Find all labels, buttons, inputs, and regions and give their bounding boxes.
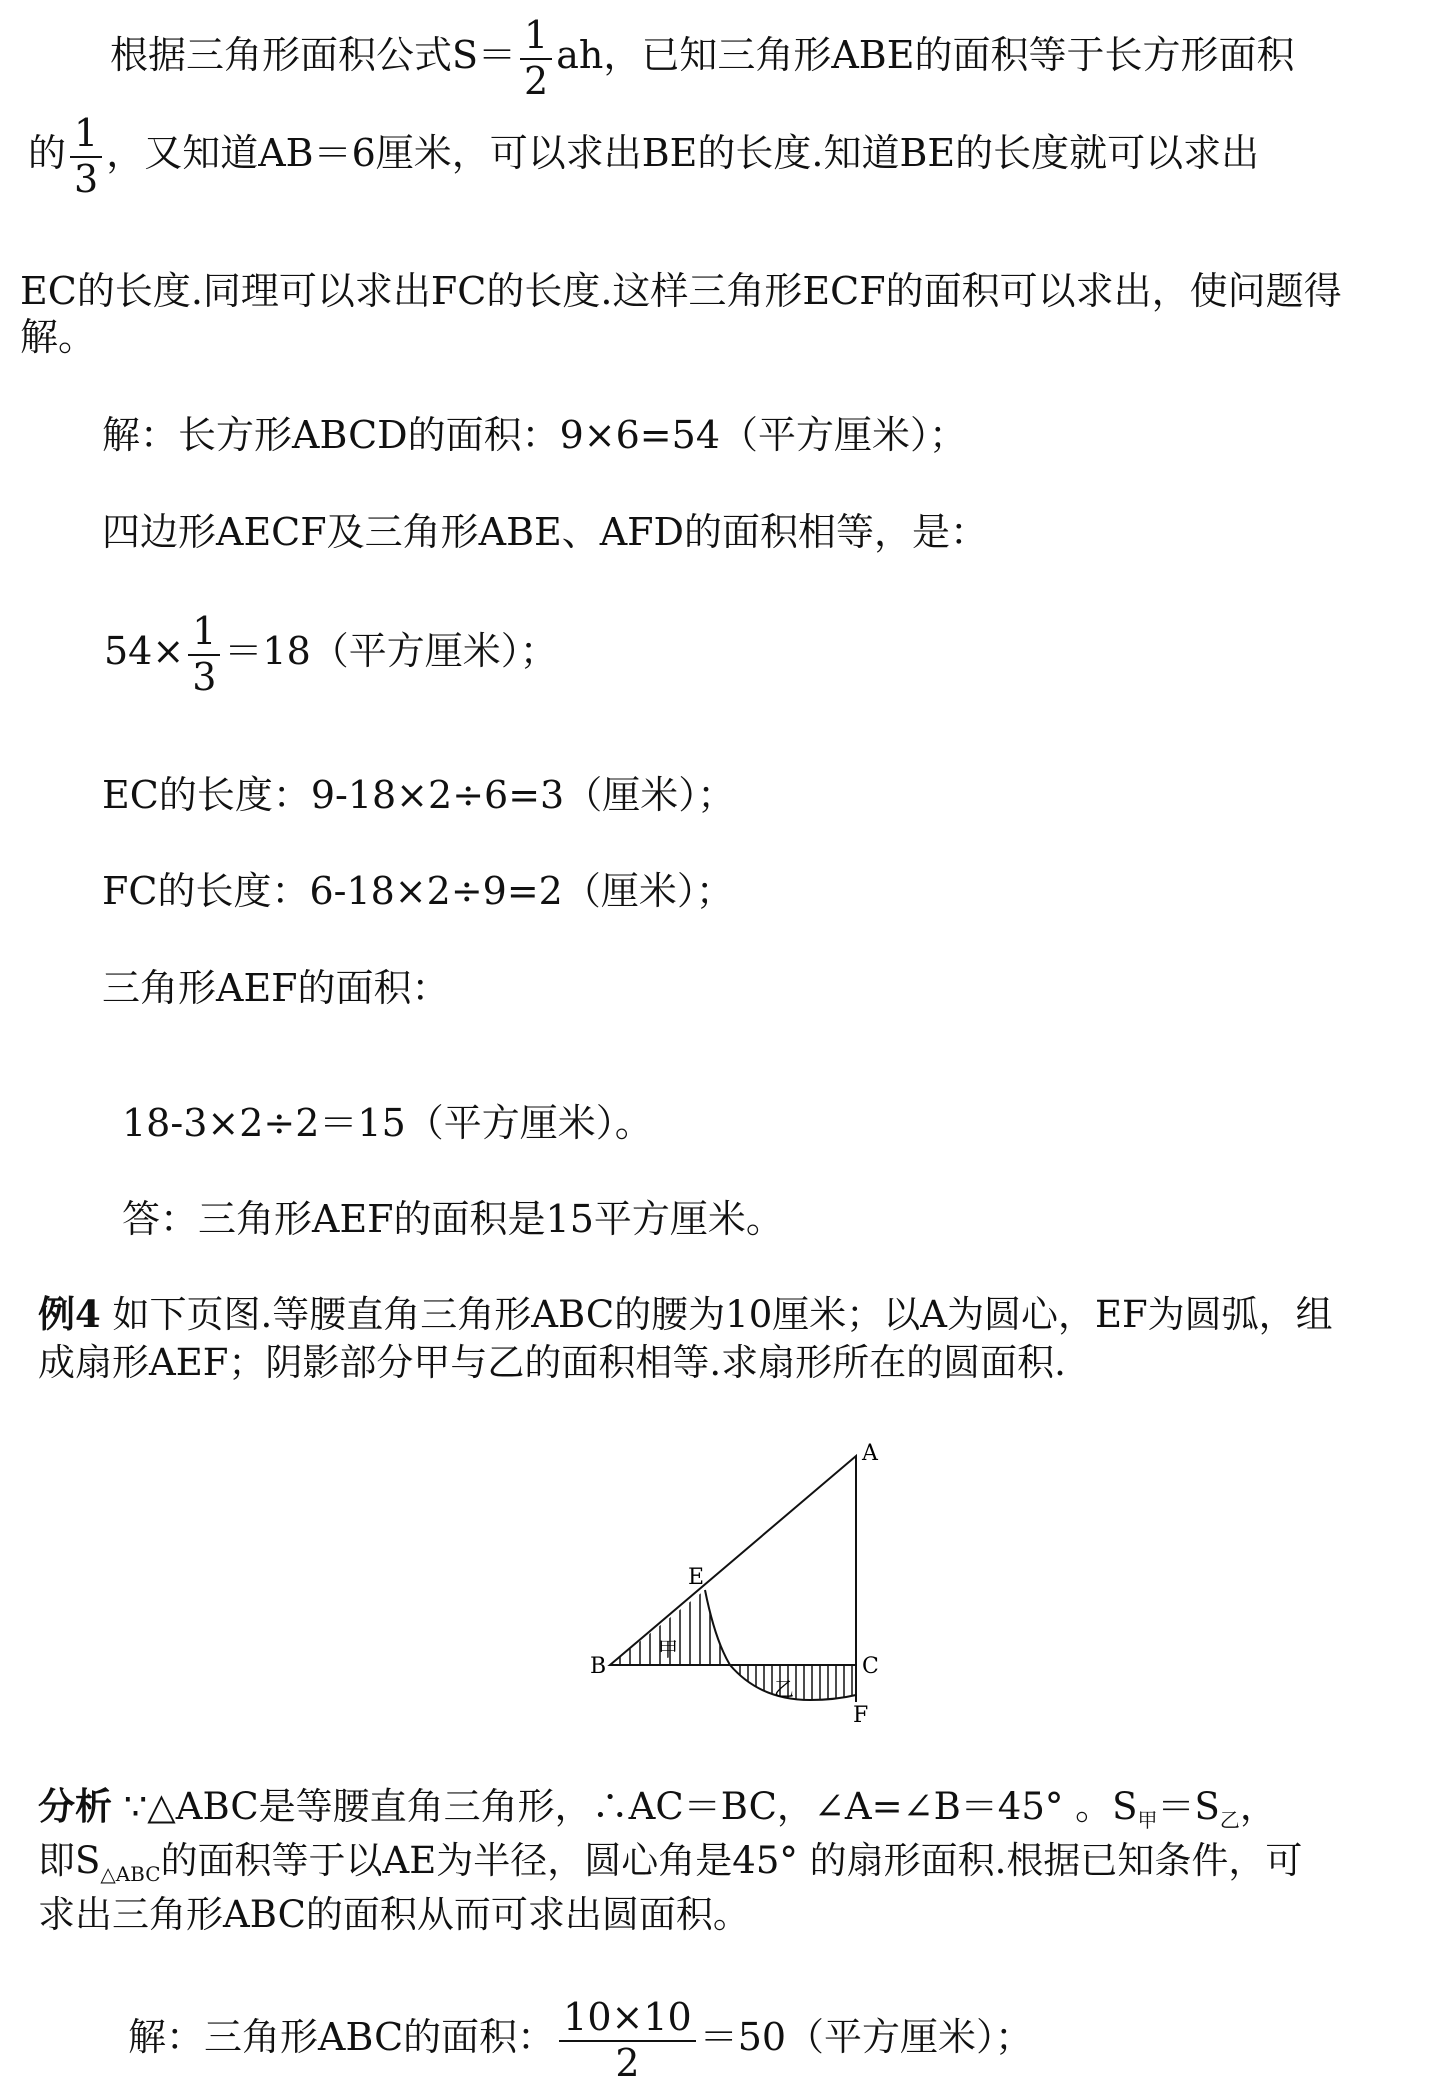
text-segment: 即S bbox=[38, 1839, 101, 1882]
example-label: 例4 bbox=[38, 1292, 101, 1336]
analysis-line bbox=[38, 1784, 1277, 1832]
fraction-denominator: 3 bbox=[188, 654, 220, 700]
fraction bbox=[70, 112, 102, 201]
fraction-numerator: 10×10 bbox=[563, 1995, 692, 2039]
text-line bbox=[110, 14, 1294, 103]
solution-line bbox=[104, 610, 558, 699]
text-segment: ，又知道AB＝6厘米，可以求出BE的长度.知道BE的长度就可以求出 bbox=[106, 131, 1260, 176]
text-segment: 解：三角形ABC的面积： bbox=[128, 2015, 556, 2060]
fraction-denominator: 2 bbox=[559, 2040, 696, 2086]
solution-line: 四边形AECF及三角形ABE、AFD的面积相等，是： bbox=[102, 510, 989, 554]
text-segment: ah，已知三角形ABE的面积等于长方形面积 bbox=[556, 33, 1295, 78]
subscript: 乙 bbox=[1219, 1808, 1240, 1832]
analysis-label: 分析 bbox=[38, 1784, 112, 1828]
analysis-line bbox=[38, 1839, 1303, 1886]
text-segment: ， bbox=[1239, 1785, 1277, 1828]
solution-line: 三角形AEF的面积： bbox=[102, 966, 450, 1010]
answer-line: 答：三角形AEF的面积是15平方厘米。 bbox=[122, 1197, 784, 1241]
text-segment: ＝50（平方厘米）； bbox=[699, 2015, 1034, 2060]
text-segment: ＝S bbox=[1157, 1785, 1220, 1828]
label-c: C bbox=[862, 1654, 879, 1679]
text-segment: 如下页图.等腰直角三角形ABC的腰为10厘米；以A为圆心，EF为圆弧，组 bbox=[100, 1293, 1333, 1336]
label-a: A bbox=[862, 1441, 878, 1466]
text-segment: 的面积等于以AE为半径，圆心角是45° 的扇形面积.根据已知条件，可 bbox=[160, 1839, 1303, 1882]
text-line bbox=[28, 112, 1259, 201]
triangle-abc bbox=[610, 1456, 856, 1665]
text-segment: ＝18（平方厘米）； bbox=[224, 629, 558, 674]
text-segment: 的 bbox=[28, 131, 67, 176]
example-line: 成扇形AEF；阴影部分甲与乙的面积相等.求扇形所在的圆面积. bbox=[38, 1341, 1066, 1384]
solution-line bbox=[128, 1996, 1033, 2085]
label-f: F bbox=[853, 1703, 869, 1728]
text-line: 解。 bbox=[20, 315, 97, 359]
solution-line: 解：长方形ABCD的面积：9×6=54（平方厘米）； bbox=[102, 413, 968, 457]
triangle-figure bbox=[590, 1430, 910, 1730]
label-jia: 甲 bbox=[658, 1637, 678, 1661]
label-b: B bbox=[590, 1654, 607, 1679]
label-e: E bbox=[688, 1565, 705, 1590]
fraction-numerator: 1 bbox=[524, 13, 549, 57]
text-segment: 根据三角形面积公式S＝ bbox=[110, 33, 517, 78]
example-line bbox=[38, 1292, 1333, 1336]
fraction-numerator: 1 bbox=[74, 111, 99, 155]
text-line: EC的长度.同理可以求出FC的长度.这样三角形ECF的面积可以求出，使问题得 bbox=[20, 269, 1342, 313]
text-segment: ∵△ABC是等腰直角三角形，∴AC＝BC，∠A=∠B＝45° 。S bbox=[112, 1785, 1138, 1828]
solution-line: FC的长度：6-18×2÷9=2（厘米）； bbox=[102, 869, 734, 913]
text-segment: 54× bbox=[104, 629, 185, 674]
subscript: △ABC bbox=[100, 1862, 161, 1886]
solution-line: EC的长度：9-18×2÷6=3（厘米）； bbox=[102, 773, 736, 817]
fraction bbox=[188, 610, 220, 699]
subscript: 甲 bbox=[1137, 1808, 1158, 1832]
fraction bbox=[559, 1996, 696, 2085]
shaded-region-yi bbox=[740, 1660, 852, 1710]
label-yi: 乙 bbox=[774, 1677, 794, 1701]
solution-line: 18-3×2÷2＝15（平方厘米）。 bbox=[122, 1101, 653, 1145]
fraction-numerator: 1 bbox=[192, 609, 217, 653]
analysis-line: 求出三角形ABC的面积从而可求出圆面积。 bbox=[38, 1893, 750, 1936]
fraction-denominator: 2 bbox=[520, 58, 552, 104]
fraction-denominator: 3 bbox=[70, 156, 102, 202]
fraction bbox=[520, 14, 552, 103]
